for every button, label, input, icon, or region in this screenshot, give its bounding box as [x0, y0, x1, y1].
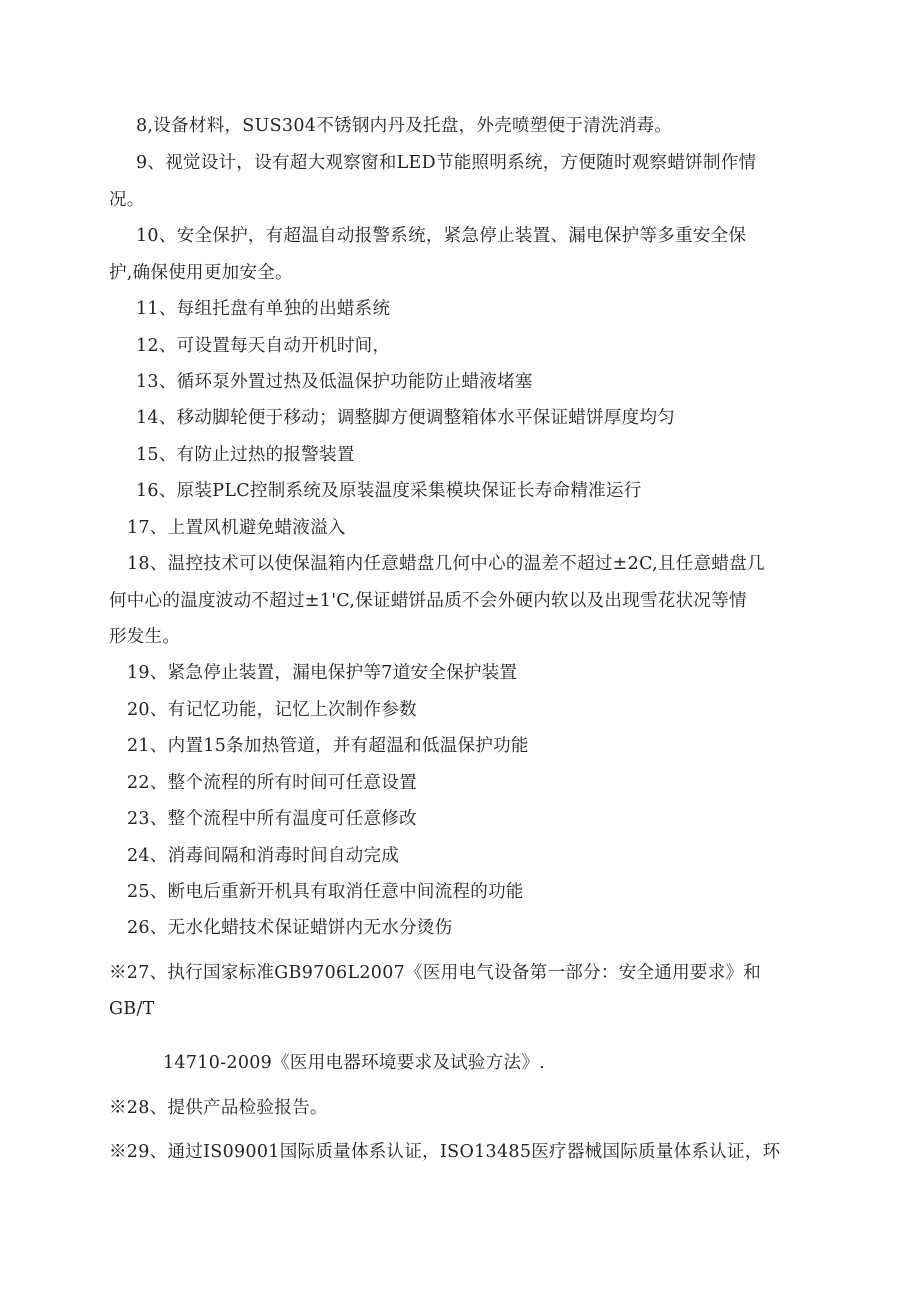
text-line: 形发生。 [109, 627, 181, 647]
text-line: 10、安全保护，有超温自动报警系统，紧急停止装置、漏电保护等多重安全保 [136, 226, 747, 246]
text-line: ※27、执行国家标准GB9706L2007《医用电气设备第一部分：安全通用要求》和 [109, 963, 762, 983]
text-line: 19、紧急停止装置，漏电保护等7道安全保护装置 [127, 663, 518, 683]
text-line: 25、断电后重新开机具有取消任意中间流程的功能 [127, 882, 524, 902]
text-line: 9、视觉设计，设有超大观察窗和LED节能照明系统，方便随时观察蜡饼制作情 [136, 153, 757, 173]
text-line: 23、整个流程中所有温度可任意修改 [127, 809, 417, 829]
text-line: 15、有防止过热的报警装置 [136, 445, 355, 465]
text-line: GB/T [109, 999, 155, 1019]
text-line: 14710-2009《医用电器环境要求及试验方法》. [163, 1053, 545, 1073]
text-line: 20、有记忆功能，记忆上次制作参数 [127, 700, 417, 720]
text-line: 护,确保使用更加安全。 [109, 263, 293, 283]
text-line: 14、移动脚轮便于移动；调整脚方便调整箱体水平保证蜡饼厚度均匀 [136, 408, 676, 428]
text-line: 24、消毒间隔和消毒时间自动完成 [127, 846, 400, 866]
text-line: 8,设备材料，SUS304不锈钢内丹及托盘，外壳喷塑便于清洗消毒。 [136, 116, 673, 136]
text-line: 26、无水化蜡技术保证蜡饼内无水分烫伤 [127, 918, 453, 938]
text-line: 12、可设置每天自动开机时间， [136, 336, 391, 356]
text-line: 况。 [109, 190, 145, 210]
text-line: 18、温控技术可以使保温箱内任意蜡盘几何中心的温差不超过±2C,且任意蜡盘几 [127, 554, 765, 574]
text-line: 11、每组托盘有单独的出蜡系统 [136, 299, 391, 319]
text-line: ※29、通过IS09001国际质量体系认证，ISO13485医疗器械国际质量体系认证，环 [109, 1142, 781, 1162]
text-line: 何中心的温度波动不超过±1'C,保证蜡饼品质不会外硬内软以及出现雪花状况等情 [109, 591, 747, 611]
text-line: ※28、提供产品检验报告。 [109, 1098, 328, 1118]
text-line: 21、内置15条加热管道，并有超温和低温保护功能 [127, 736, 529, 756]
text-line: 17、上置风机避免蜡液溢入 [127, 518, 346, 538]
text-line: 13、循环泵外置过热及低温保护功能防止蜡液堵塞 [136, 372, 533, 392]
text-line: 22、整个流程的所有时间可任意设置 [127, 773, 417, 793]
text-line: 16、原装PLC控制系统及原装温度采集模块保证长寿命精准运行 [136, 481, 642, 501]
